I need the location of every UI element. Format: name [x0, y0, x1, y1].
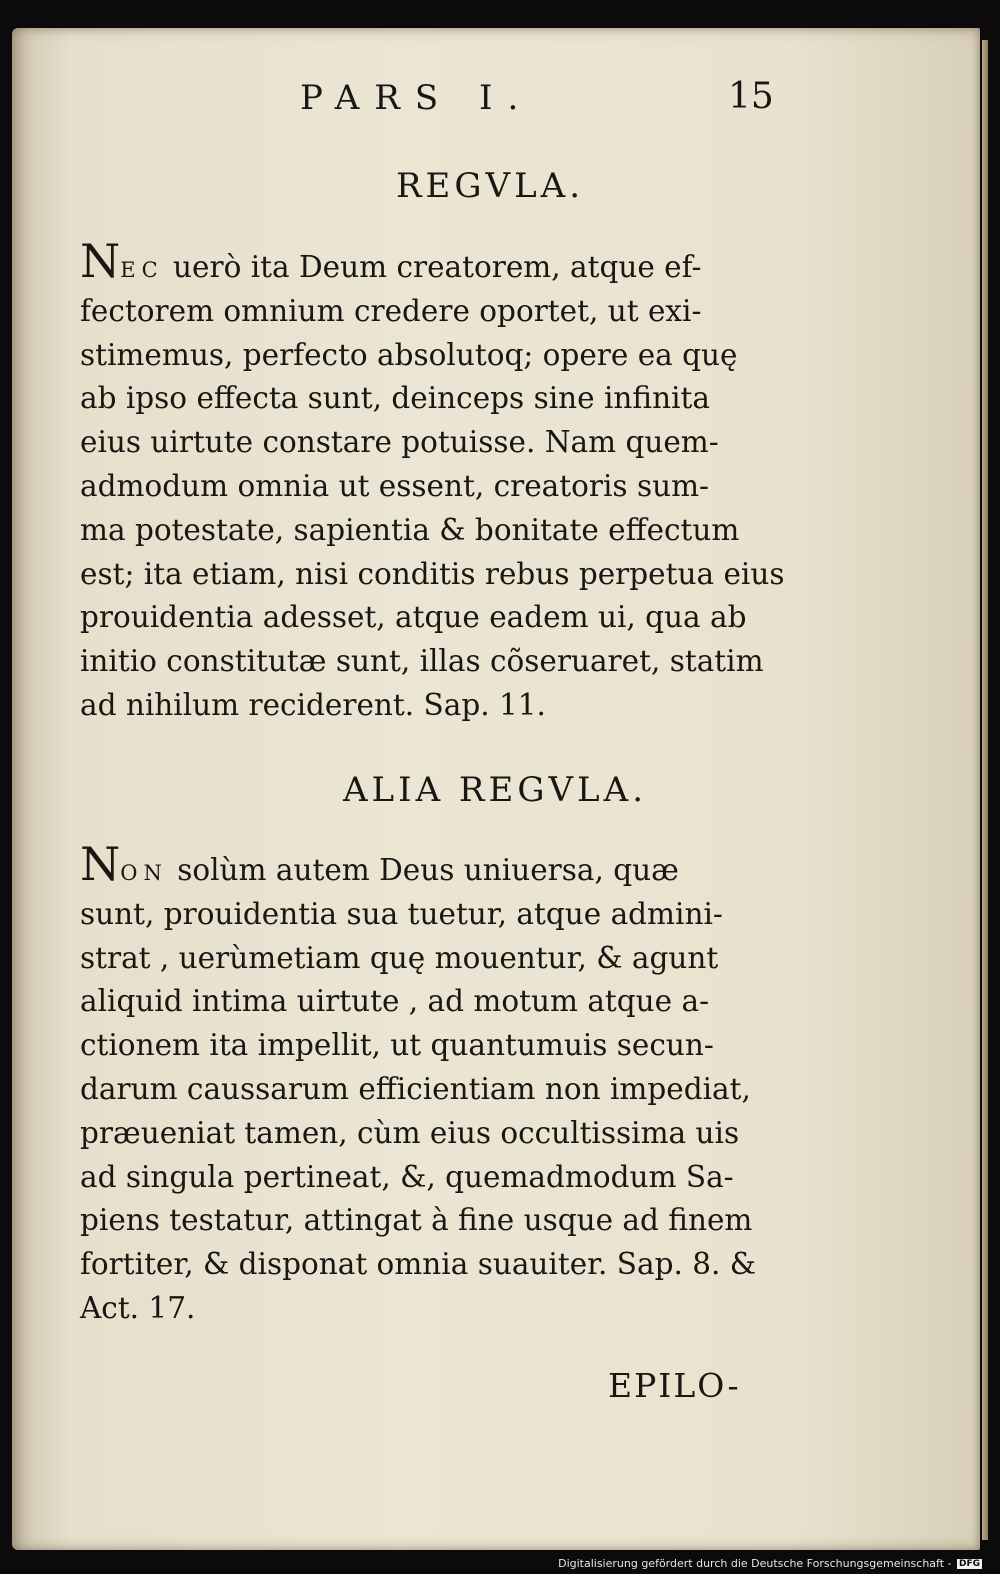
- paragraph-line: prouidentia adesset, atque eadem ui, qua ab: [80, 600, 747, 635]
- paragraph-line: initio constitutæ sunt, illas cõseruaret, statim: [80, 644, 764, 679]
- paragraph-regula: [80, 234, 785, 728]
- line-text: solùm autem Deus uniuersa, quæ: [167, 853, 679, 887]
- credit-text: Digitalisierung gefördert durch die Deutsche Forschungsgemeinschaft -: [558, 1557, 952, 1570]
- paragraph-line: sunt, prouidentia sua tuetur, atque admini-: [80, 896, 723, 931]
- drop-capital: N: [80, 837, 121, 891]
- dfg-logo-icon: DFG: [958, 1559, 980, 1569]
- paragraph-line: fectorem omnium credere oportet, ut exi-: [80, 293, 702, 328]
- paragraph-line: ab ipso effecta sunt, deinceps sine infinita: [80, 381, 710, 416]
- paragraph-line: Act. 17.: [80, 1290, 196, 1325]
- paragraph-line: [80, 234, 780, 290]
- paragraph-line: ma potestate, sapientia & bonitate effectum: [80, 512, 740, 547]
- running-head: PARS I.: [300, 78, 534, 118]
- paragraph-line: admodum omnia ut essent, creatoris sum-: [80, 468, 710, 503]
- paragraph-line: ad nihilum reciderent. Sap. 11.: [80, 687, 546, 722]
- paragraph-line: est; ita etiam, nisi conditis rebus perpetua eius: [80, 556, 785, 591]
- paragraph-line: darum caussarum efficientiam non impediat,: [80, 1071, 751, 1106]
- paragraph-alia-regula: [80, 837, 780, 1331]
- page-number: 15: [728, 76, 774, 117]
- small-caps-text: EC: [120, 258, 164, 282]
- paragraph-line: ctionem ita impellit, ut quantumuis secun-: [80, 1028, 714, 1063]
- drop-capital: N: [80, 234, 121, 288]
- paragraph-line: piens testatur, attingat à fine usque ad finem: [80, 1203, 753, 1238]
- paragraph-line: præueniat tamen, cùm eius occultissima uis: [80, 1115, 740, 1150]
- paragraph-line: eius uirtute constare potuisse. Nam quem-: [80, 425, 719, 460]
- paragraph-line: stimemus, perfecto absolutoq; opere ea quę: [80, 337, 738, 372]
- section-heading-alia-regula: ALIA REGVLA.: [343, 770, 647, 810]
- line-text: uerò ita Deum creatorem, atque ef-: [163, 250, 702, 284]
- digitization-credit: [558, 1557, 982, 1570]
- paragraph-line: ad singula pertineat, &, quemadmodum Sa-: [80, 1159, 734, 1194]
- paragraph-line: [80, 837, 780, 893]
- paragraph-line: fortiter, & disponat omnia suauiter. Sap. 8. &: [80, 1247, 756, 1282]
- small-caps-text: ON: [120, 861, 168, 885]
- catchword: EPILO-: [608, 1366, 741, 1405]
- paragraph-line: strat , uerùmetiam quę mouentur, & agunt: [80, 940, 719, 975]
- paragraph-line: aliquid intima uirtute , ad motum atque a-: [80, 984, 710, 1019]
- section-heading-regula: REGVLA.: [395, 166, 585, 206]
